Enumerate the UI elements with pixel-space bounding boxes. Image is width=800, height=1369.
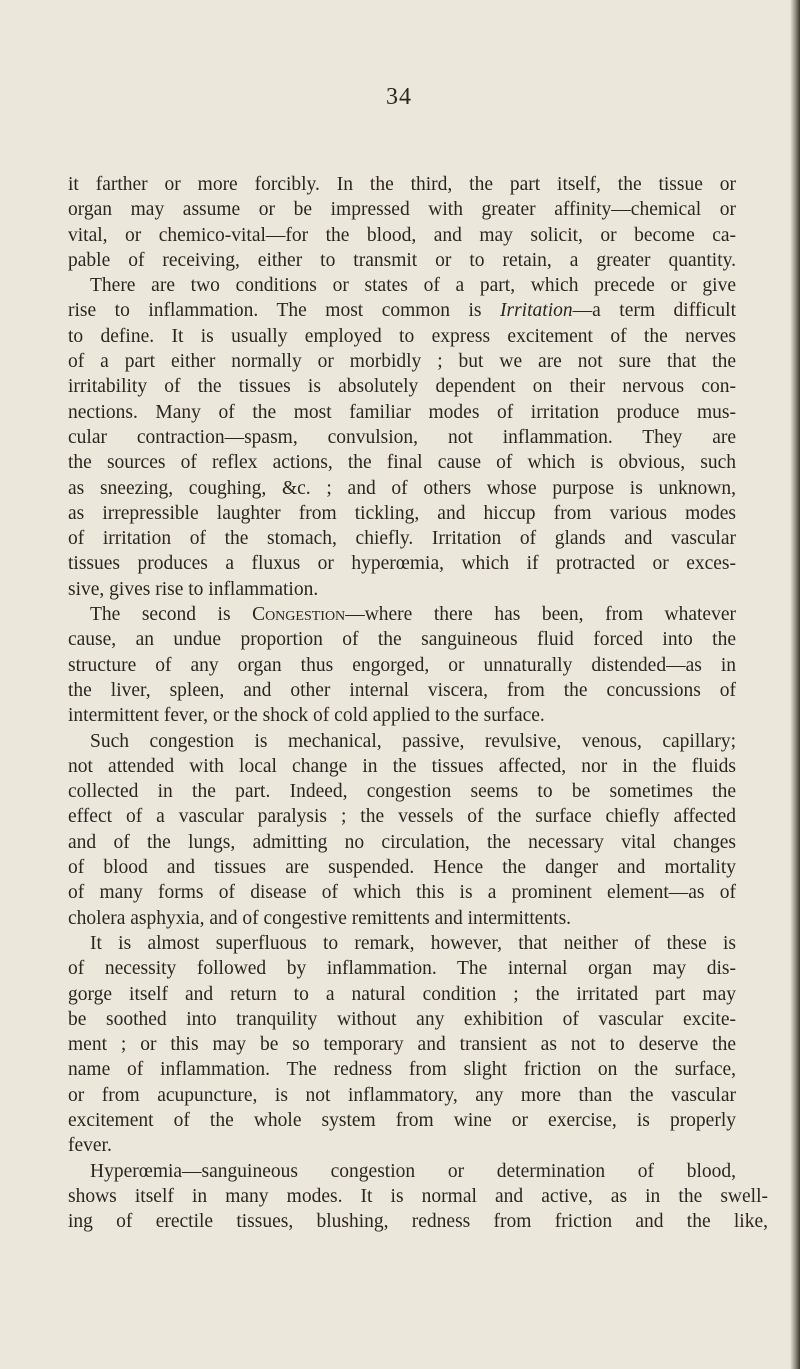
text-line <box>68 1083 736 1108</box>
body-text <box>68 172 768 1234</box>
text-line <box>68 956 736 981</box>
text-line <box>68 830 736 855</box>
text-segment: It is almost superfluous to remark, however, that neither of these is <box>90 932 736 954</box>
text-line <box>68 172 736 197</box>
text-segment: The second is <box>90 604 253 626</box>
text-line <box>68 1007 736 1032</box>
text-segment: and of the lungs, admitting no circulation, the necessary vital changes <box>68 831 736 853</box>
text-line <box>68 1184 768 1209</box>
text-segment: There are two conditions or states of a part, which precede or give <box>90 275 736 297</box>
text-line <box>68 804 736 829</box>
small-caps-term: Congestion <box>252 604 346 626</box>
text-segment: as sneezing, coughing, &c. ; and of others whose purpose is unknown, <box>68 477 736 499</box>
text-line <box>68 374 736 399</box>
text-segment: or from acupuncture, is not inflammatory, any more than the vascular <box>68 1084 736 1106</box>
text-line <box>68 1032 736 1057</box>
text-segment: tissues produces a fluxus or hyperœmia, which if protracted or exces- <box>68 553 736 575</box>
text-segment: —where there has been, from whatever <box>345 604 736 626</box>
text-segment: of blood and tissues are suspended. Hence the danger and mortality <box>68 857 736 879</box>
text-segment: cular contraction—spasm, convulsion, not inflammation. They are <box>68 426 736 448</box>
text-segment: as irrepressible laughter from tickling, and hiccup from various modes <box>68 502 736 524</box>
text-segment: of many forms of disease of which this is a prominent element—as of <box>68 882 736 904</box>
text-line <box>68 627 736 652</box>
text-line <box>68 703 736 728</box>
text-segment: ment ; or this may be so temporary and transient as not to deserve the <box>68 1034 736 1056</box>
text-line <box>68 982 736 1007</box>
text-line <box>68 501 736 526</box>
text-segment: nections. Many of the most familiar modes of irritation produce mus- <box>68 401 736 423</box>
text-line <box>68 400 736 425</box>
text-segment: Hyperœmia—sanguineous congestion or determination of blood, <box>90 1160 736 1182</box>
text-segment: effect of a vascular paralysis ; the vessels of the surface chiefly affected <box>68 806 736 828</box>
text-line <box>68 223 736 248</box>
text-segment: it farther or more forcibly. In the third, the part itself, the tissue or <box>68 174 736 195</box>
text-line <box>68 931 736 956</box>
text-line <box>68 729 736 754</box>
text-segment: excitement of the whole system from wine or exercise, is properly <box>68 1109 736 1131</box>
text-segment: to define. It is usually employed to express excitement of the nerves <box>68 325 736 347</box>
text-segment: organ may assume or be impressed with greater affinity—chemical or <box>68 199 736 221</box>
text-line <box>68 602 736 627</box>
text-line <box>68 476 736 501</box>
text-line <box>68 248 736 273</box>
text-segment: of a part either normally or morbidly ; but we are not sure that the <box>68 351 736 373</box>
text-line <box>68 653 736 678</box>
text-line <box>68 1209 768 1234</box>
text-line <box>68 906 736 931</box>
italic-term: Irritation <box>500 300 573 322</box>
text-line <box>68 349 736 374</box>
text-line <box>68 880 736 905</box>
text-line <box>68 1057 736 1082</box>
text-segment: of irritation of the stomach, chiefly. Irritation of glands and vascular <box>68 528 736 550</box>
text-line <box>68 577 736 602</box>
text-segment: pable of receiving, either to transmit or to retain, a greater quantity. <box>68 249 736 271</box>
text-segment: structure of any organ thus engorged, or unnaturally distended—as in <box>68 654 736 676</box>
text-line <box>68 298 736 323</box>
text-line <box>68 779 736 804</box>
page-number: 34 <box>386 84 412 110</box>
text-segment: collected in the part. Indeed, congestion seems to be sometimes the <box>68 781 736 803</box>
text-segment: gorge itself and return to a natural condition ; the irritated part may <box>68 983 736 1005</box>
text-segment: cause, an undue proportion of the sanguineous fluid forced into the <box>68 629 736 651</box>
text-segment: of necessity followed by inflammation. The internal organ may dis- <box>68 958 736 980</box>
text-line <box>68 1108 736 1133</box>
text-segment: the sources of reflex actions, the final cause of which is obvious, such <box>68 452 736 474</box>
text-segment: irritability of the tissues is absolutely dependent on their nervous con- <box>68 376 736 398</box>
text-line <box>68 324 736 349</box>
text-segment: cholera asphyxia, and of congestive remittents and intermittents. <box>68 907 572 929</box>
text-line <box>68 425 736 450</box>
text-line <box>68 526 736 551</box>
text-line <box>68 197 736 222</box>
text-segment: ing of erectile tissues, blushing, redness from friction and the like, <box>68 1211 768 1233</box>
text-segment: the liver, spleen, and other internal viscera, from the concussions of <box>68 679 736 701</box>
text-line <box>68 754 736 779</box>
text-segment: shows itself in many modes. It is normal and active, as in the swell- <box>68 1185 768 1207</box>
text-segment: Such congestion is mechanical, passive, revulsive, venous, capillary; <box>90 730 736 752</box>
text-segment: —a term difficult <box>572 300 736 322</box>
text-line <box>68 1159 736 1184</box>
text-line <box>68 855 736 880</box>
page-edge-shadow <box>790 0 800 1369</box>
text-line <box>68 678 736 703</box>
text-segment: name of inflammation. The redness from slight friction on the surface, <box>68 1059 736 1081</box>
text-segment: be soothed into tranquility without any exhibition of vascular excite- <box>68 1008 736 1030</box>
text-segment: intermittent fever, or the shock of cold applied to the surface. <box>68 705 545 727</box>
text-line <box>68 1133 736 1158</box>
text-segment: vital, or chemico-vital—for the blood, and may solicit, or become ca- <box>68 224 736 246</box>
text-segment: rise to inflammation. The most common is <box>68 300 501 322</box>
text-segment: fever. <box>68 1135 112 1157</box>
text-line <box>68 551 736 576</box>
text-segment: sive, gives rise to inflammation. <box>68 578 319 600</box>
text-line <box>68 450 736 475</box>
text-segment: not attended with local change in the tissues affected, nor in the fluids <box>68 755 736 777</box>
text-line <box>68 273 736 298</box>
